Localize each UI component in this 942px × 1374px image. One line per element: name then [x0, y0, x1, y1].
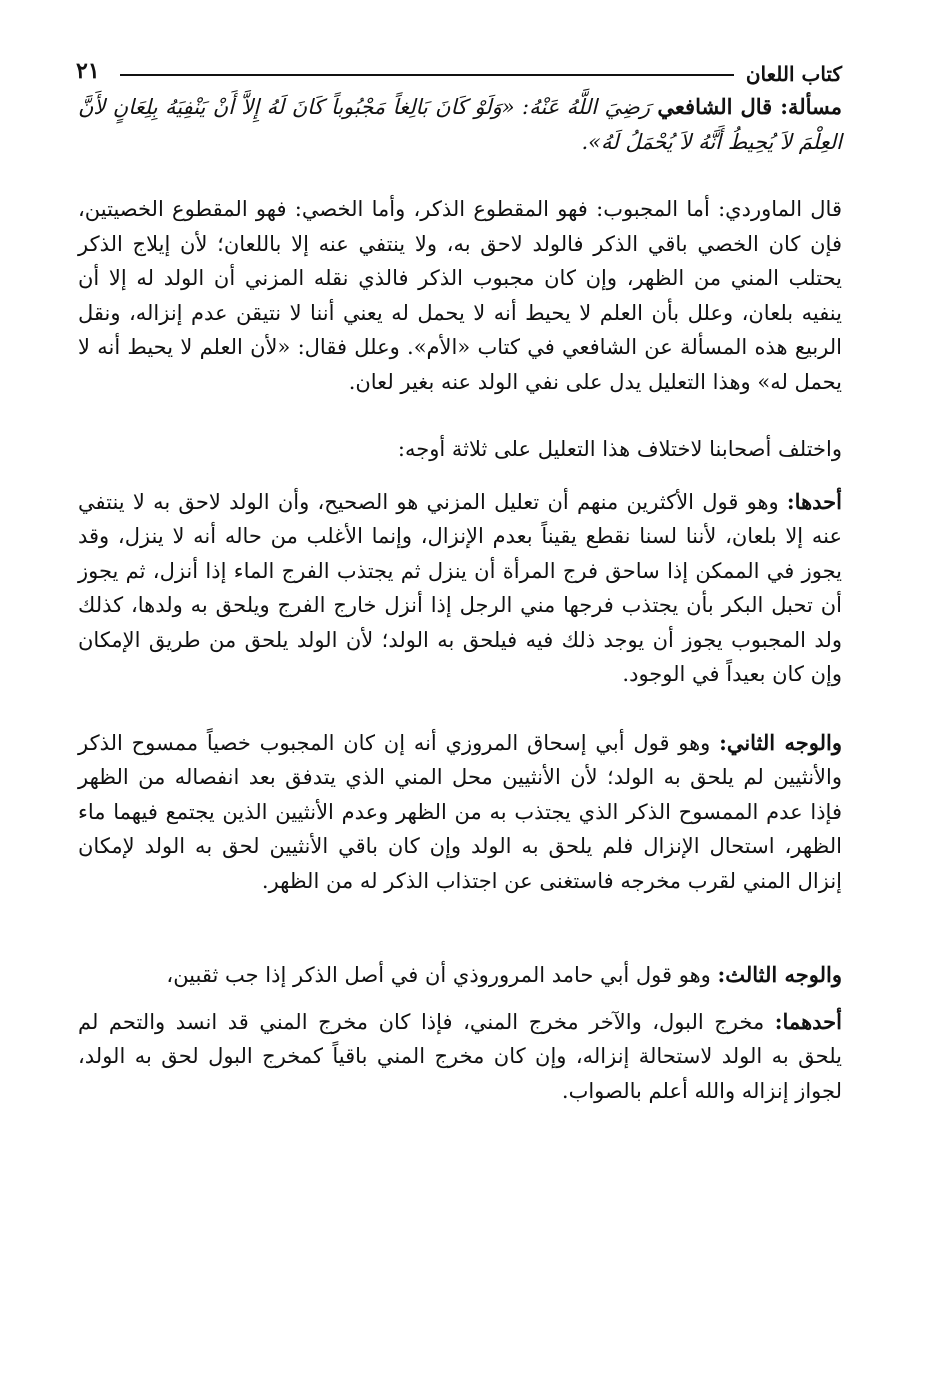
paragraph-text: وهو قول الأكثرين منهم أن تعليل المزني هو الصحيح، وأن الولد لاحق به لا ينتفي عنه إلا بلعان، لأننا لسنا نقطع يقيناً بعدم الإنزال، وإنما الأغلب من حاله أنه لا ينزل، وقد يجوز في الممكن إذا ساحق فرج المرأة أن ينزل ثم يجتذب الفرج الماء إذا أنزل، ثم يجوز أن تحبل البكر بأن يجتذب فرجها مني الرجل إذا أنزل خارج الفرج ويلحق به ولدها، كذلك ولد المجبوب يجوز أن يوجد ذلك فيه فيلحق به الولد؛ لأن الولد يلحق من طريق الإمكان وإن كان بعيداً في الوجود. [78, 489, 842, 686]
paragraph-view-three [78, 958, 842, 993]
paragraph-view-one [78, 485, 842, 692]
page-number: ٢١ [76, 58, 100, 84]
paragraph-mawardi [78, 192, 842, 399]
paragraph-text: مخرج البول، والآخر مخرج المني، فإذا كان مخرج المني قد انسد والتحم لم يلحق به الولد لاستحالة إنزاله، وإن كان مخرج المني باقياً كمخرج البول لحق به الولد، لجواز إنزاله والله أعلم بالصواب. [78, 1009, 842, 1103]
paragraph-lead: والوجه الثاني: [719, 729, 843, 755]
paragraph-three-views [78, 432, 842, 467]
paragraph-text: واختلف أصحابنا لاختلاف هذا التعليل على ثلاثة أوجه: [397, 437, 842, 461]
paragraph-lead: والوجه الثالث: [717, 962, 842, 987]
paragraph-lead: أحدهما: [774, 1008, 842, 1034]
paragraph-text: وهو قول أبي حامد المروروذي أن في أصل الذكر إذا جب ثقبين، [166, 963, 718, 987]
chapter-title: كتاب اللعان [745, 62, 842, 86]
paragraph-text: وهو قول أبي إسحاق المروزي أنه إن كان المجبوب خصياً ممسوح الذكر والأنثيين لم يلحق به الولد؛ لأن الأنثيين محل المني الذي يتدفق بعد انفصاله من الظهر فإذا عدم الممسوح الذكر الذي يجتذب به من الظهر وعدم الأنثيين الذين يجتمع فيهما ماء الظهر، استحال الإنزال فلم يلحق به الولد وإن كان باقي الأنثيين لحق به الولد لإمكان إنزال المني لقرب مخرجه فاستغنى عن اجتذاب الذكر له من الظهر. [78, 730, 842, 893]
paragraph-mas-ala [78, 90, 842, 159]
header-rule [120, 74, 734, 76]
page-header [76, 58, 842, 92]
paragraph-two-holes [78, 1005, 842, 1109]
paragraph-view-two [78, 726, 842, 899]
paragraph-text: قال الماوردي: أما المجبوب: فهو المقطوع الذكر، وأما الخصي: فهو المقطوع الخصيتين، فإن كان الخصي باقي الذكر فالولد لاحق به، ولا ينتفي عنه إلا باللعان؛ لأن إيلاج الذكر يحتلب المني من الظهر، وإن كان مجبوب الذكر فالذي نقله المزني أن الولد له إلا أن ينفيه بلعان، وعلل بأن العلم لا يحيط أنه لا يحمل له يعني أننا لا نتيقن عدم إنزاله، ونقل الربيع هذه المسألة عن الشافعي في كتاب «الأم». وعلل فقال: «لأن العلم لا يحيط أنه لا يحمل له» وهذا التعليل يدل على نفي الولد عنه بغير لعان. [78, 197, 842, 394]
shafii-quote: رَضِيَ اللَّهُ عَنْهُ: «وَلَوْ كَانَ بَالِغاً مَجْبُوباً كَانَ لَهُ إِلاَّ أَنْ يَنْفِيَهُ بِلِعَانٍ لأَنَّ العِلْمَ لاَ يُحِيطُ أَنَّهُ لاَ يُحْمَلُ لَهُ». [78, 95, 842, 154]
paragraph-lead: مسألة: قال الشافعي [657, 94, 843, 119]
paragraph-lead: أحدها: [786, 488, 842, 514]
page-body [78, 90, 842, 1108]
